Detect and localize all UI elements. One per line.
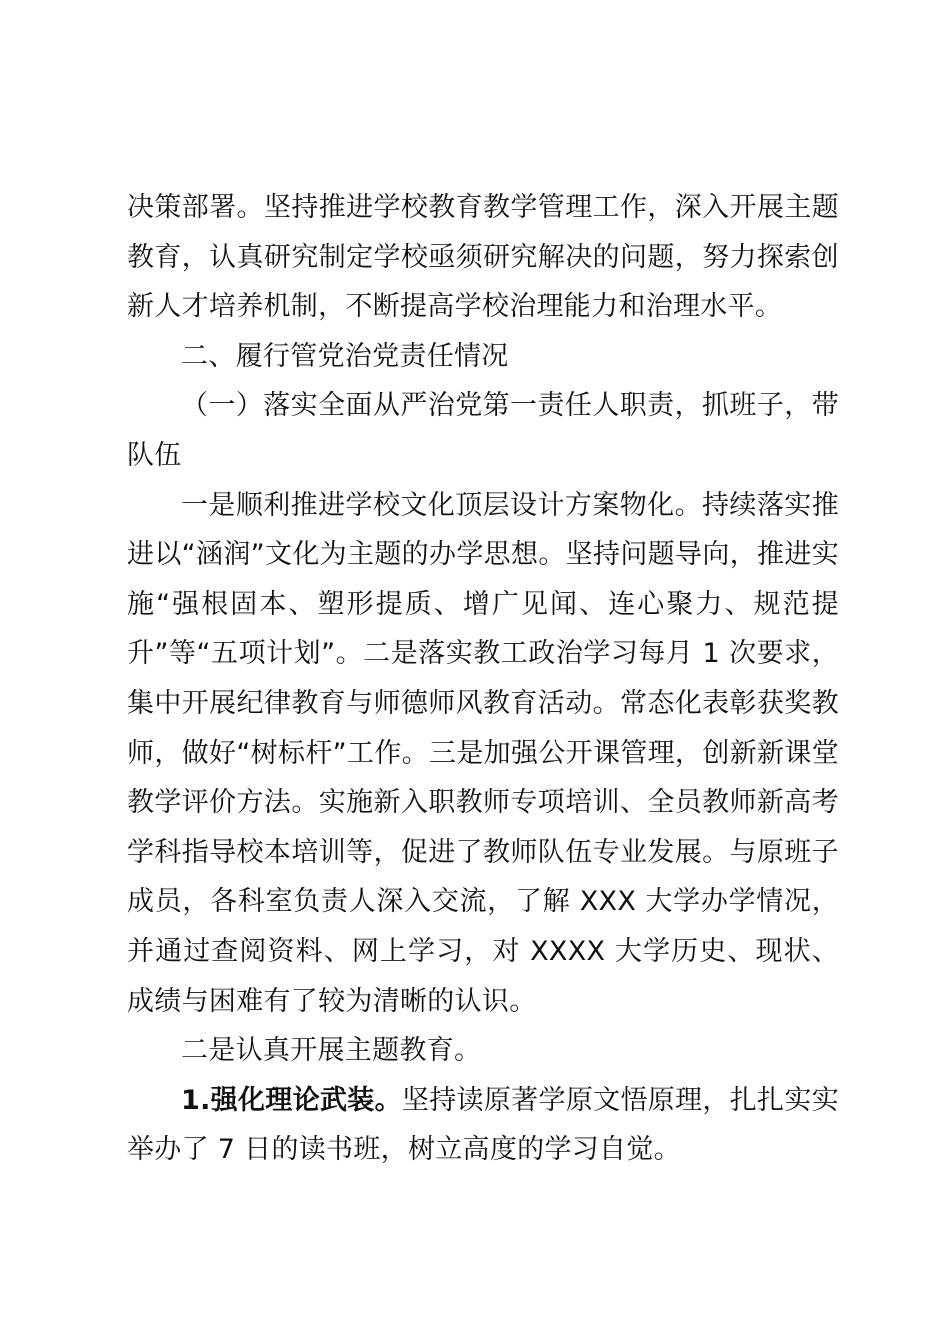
paragraph-culture-design: 一是顺利推进学校文化顶层设计方案物化。持续落实推进以“涵润”文化为主题的办学思想。坚持问题导向，推进实施“强根固本、塑形提质、增广见闻、连心聚力、规范提升”等“五项计划”。二是落实教工政治学习每月 1 次要求，集中开展纪律教育与师德师风教育活动。常态化表彰获奖教师，做好“树标杆”工作。三是加强公开课管理，创新新课堂教学评价方法。实施新入职教师专项培训、全员教师新高考学科指导校本培训等，促进了教师队伍专业发展。与原班子成员，各科室负责人深入交流，了解 XXX 大学办学情况，并通过查阅资料、网上学习，对 XXXX 大学历史、现状、成绩与困难有了较为清晰的认识。 — [127, 489, 839, 1017]
section-heading-2: 二、履行管党治党责任情况 — [181, 340, 509, 372]
item-body: 坚持读原著学原文悟原理，扎扎实实举办了 7 日的读书班，树立高度的学习自觉。 — [127, 1084, 839, 1166]
subsection-heading-1: （一）落实全面从严治党第一责任人职责，抓班子，带队伍 — [127, 390, 839, 471]
paragraph-theme-education: 二是认真开展主题教育。 — [181, 1035, 482, 1067]
document-body — [127, 183, 839, 1175]
paragraph-decision-deployment: 决策部署。坚持推进学校教育教学管理工作，深入开展主题教育，认真研究制定学校亟须研究解决的问题，努力探索创新人才培养机制，不断提高学校治理能力和治理水平。 — [127, 192, 839, 323]
item-lead-bold: 1.强化理论武装。 — [181, 1084, 402, 1116]
paragraph-theory-armament — [127, 1076, 839, 1175]
